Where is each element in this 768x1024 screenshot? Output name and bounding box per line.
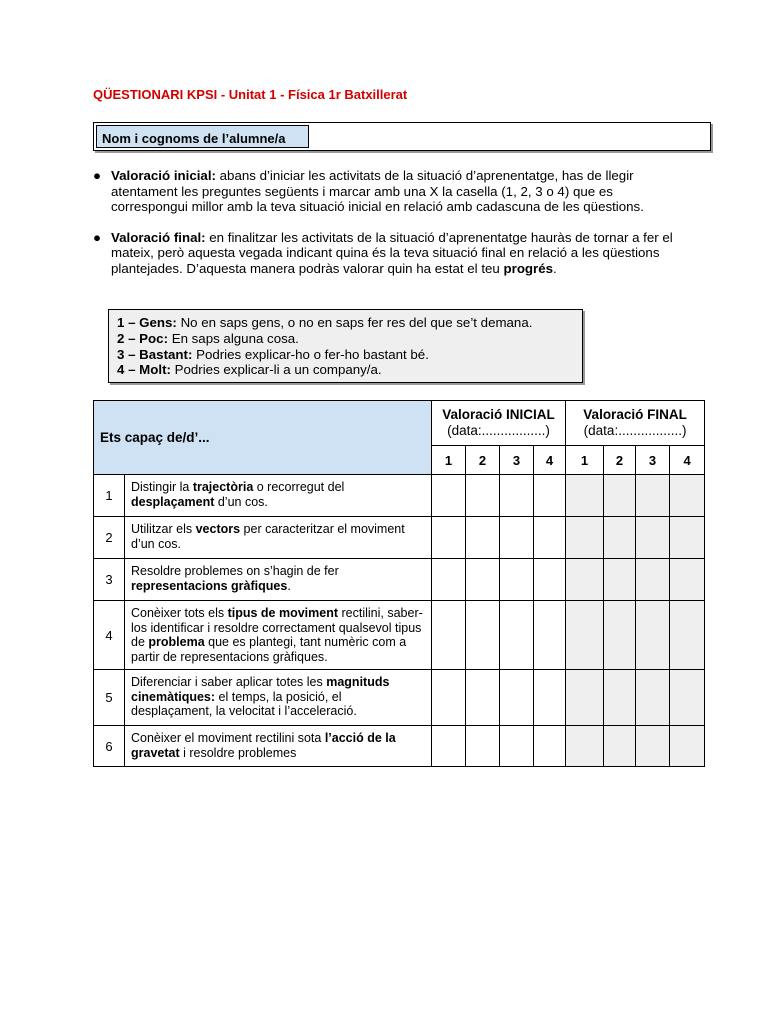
table-row xyxy=(94,559,705,601)
question-fragment: Distingir la xyxy=(131,480,193,494)
final-rating-cell-4[interactable] xyxy=(670,559,705,601)
question-fragment: rectilini, saber-los identificar i resoldre correctament qualsevol tipus de xyxy=(131,606,423,649)
question-keyword: tipus de moviment xyxy=(227,606,339,620)
scale-header: 3 xyxy=(500,446,534,475)
question-keyword: desplaçament xyxy=(131,494,215,509)
final-rating-cell-3[interactable] xyxy=(636,670,670,726)
table-row xyxy=(94,517,705,559)
question-text xyxy=(125,475,432,517)
question-fragment: el temps, la posició, el desplaçament, la velocitat i l’acceleració. xyxy=(131,689,357,718)
bullet-icon: ● xyxy=(93,229,102,245)
initial-rating-cell-1[interactable] xyxy=(432,517,466,559)
initial-rating-cell-4[interactable] xyxy=(534,559,566,601)
initial-rating-cell-2[interactable] xyxy=(466,559,500,601)
final-rating-cell-2[interactable] xyxy=(604,670,636,726)
final-rating-cell-4[interactable] xyxy=(670,475,705,517)
question-text xyxy=(125,601,432,670)
question-fragment: . xyxy=(287,578,291,593)
initial-date-label: (data:.................) xyxy=(447,423,550,438)
initial-assessment-header xyxy=(432,401,566,446)
row-number: 5 xyxy=(94,670,125,726)
scale-header: 4 xyxy=(534,446,566,475)
legend-key: 3 – Bastant: xyxy=(117,346,193,362)
initial-rating-cell-1[interactable] xyxy=(432,559,466,601)
instruction-final-end: . xyxy=(553,260,557,276)
final-rating-cell-1[interactable] xyxy=(566,601,604,670)
final-rating-cell-3[interactable] xyxy=(636,517,670,559)
instruction-final xyxy=(93,230,683,277)
scale-header: 3 xyxy=(636,446,670,475)
row-number: 2 xyxy=(94,517,125,559)
initial-rating-cell-2[interactable] xyxy=(466,601,500,670)
initial-rating-cell-2[interactable] xyxy=(466,726,500,767)
student-name-field[interactable] xyxy=(311,123,710,150)
initial-rating-cell-4[interactable] xyxy=(534,601,566,670)
initial-rating-cell-4[interactable] xyxy=(534,475,566,517)
final-rating-cell-3[interactable] xyxy=(636,559,670,601)
legend-desc: Podries explicar-li a un company/a. xyxy=(170,362,382,378)
question-text xyxy=(125,726,432,767)
initial-rating-cell-1[interactable] xyxy=(432,475,466,517)
final-rating-cell-3[interactable] xyxy=(636,726,670,767)
scale-header: 2 xyxy=(466,446,500,475)
legend-desc: No en saps gens, o no en saps fer res del que se’t demana. xyxy=(176,315,533,330)
question-keyword: trajectòria xyxy=(192,480,254,494)
legend-item xyxy=(117,347,574,363)
question-text xyxy=(125,670,432,726)
legend-desc: Podries explicar-ho o fer-ho bastant bé. xyxy=(192,346,429,362)
final-assessment-header xyxy=(566,401,705,446)
initial-rating-cell-1[interactable] xyxy=(432,726,466,767)
question-text xyxy=(125,559,432,601)
final-rating-cell-2[interactable] xyxy=(604,726,636,767)
final-header-title: Valoració FINAL xyxy=(583,407,687,422)
scale-header: 1 xyxy=(432,446,466,475)
row-number: 6 xyxy=(94,726,125,767)
scale-header: 1 xyxy=(566,446,604,475)
scale-header: 4 xyxy=(670,446,705,475)
instruction-initial-heading: Valoració inicial: xyxy=(111,168,216,183)
scale-header: 2 xyxy=(604,446,636,475)
question-fragment: Diferenciar i saber aplicar totes les xyxy=(131,675,327,689)
question-keyword: representacions gràfiques xyxy=(131,578,288,593)
instruction-final-text: en finalitzar les activitats de la situació d’aprenentatge hauràs de tornar a fer el mateix, però aquesta vegada indicant quina és la teva situació final en relació a les qüestions plantejades. D’aquesta manera podràs valorar quin ha estat el teu xyxy=(111,229,673,276)
student-name-box xyxy=(93,122,711,151)
question-fragment: que es plantegi, tant numèric com a partir de representacions gràfiques. xyxy=(131,635,407,664)
initial-rating-cell-3[interactable] xyxy=(500,559,534,601)
final-rating-cell-3[interactable] xyxy=(636,601,670,670)
initial-rating-cell-3[interactable] xyxy=(500,475,534,517)
final-rating-cell-4[interactable] xyxy=(670,517,705,559)
final-date-label: (data:.................) xyxy=(583,423,687,438)
legend-key: 4 – Molt: xyxy=(117,362,171,378)
final-rating-cell-4[interactable] xyxy=(670,601,705,670)
bullet-icon: ● xyxy=(93,168,102,183)
legend-item xyxy=(117,331,574,347)
student-name-label: Nom i cognoms de l’alumne/a xyxy=(96,125,309,148)
question-fragment: i resoldre problemes xyxy=(179,745,297,760)
final-rating-cell-1[interactable] xyxy=(566,559,604,601)
initial-rating-cell-3[interactable] xyxy=(500,517,534,559)
legend-key: 2 – Poc: xyxy=(117,330,168,346)
table-row xyxy=(94,726,705,767)
initial-rating-cell-4[interactable] xyxy=(534,670,566,726)
question-fragment: Conèixer tots els xyxy=(131,606,228,620)
final-rating-cell-3[interactable] xyxy=(636,475,670,517)
table-row xyxy=(94,601,705,670)
legend-desc: En saps alguna cosa. xyxy=(168,330,299,346)
initial-rating-cell-1[interactable] xyxy=(432,670,466,726)
row-number: 3 xyxy=(94,559,125,601)
document-title: QÜESTIONARI KPSI - Unitat 1 - Física 1r Batxillerat xyxy=(93,87,408,102)
question-fragment: d’un cos. xyxy=(214,494,268,509)
final-rating-cell-2[interactable] xyxy=(604,517,636,559)
scale-legend xyxy=(108,309,583,383)
question-fragment: o recorregut del xyxy=(253,480,345,494)
legend-key: 1 – Gens: xyxy=(117,315,177,330)
initial-rating-cell-4[interactable] xyxy=(534,517,566,559)
final-rating-cell-1[interactable] xyxy=(566,517,604,559)
kpsi-table xyxy=(93,400,705,767)
initial-header-title: Valoració INICIAL xyxy=(442,407,555,422)
final-rating-cell-1[interactable] xyxy=(566,726,604,767)
question-keyword: vectors xyxy=(195,522,241,536)
row-number: 1 xyxy=(94,475,125,517)
legend-item xyxy=(117,362,574,378)
final-rating-cell-4[interactable] xyxy=(670,726,705,767)
final-rating-cell-1[interactable] xyxy=(566,475,604,517)
initial-rating-cell-3[interactable] xyxy=(500,601,534,670)
initial-rating-cell-4[interactable] xyxy=(534,726,566,767)
final-rating-cell-2[interactable] xyxy=(604,559,636,601)
initial-rating-cell-3[interactable] xyxy=(500,670,534,726)
final-rating-cell-1[interactable] xyxy=(566,670,604,726)
table-row xyxy=(94,475,705,517)
initial-rating-cell-2[interactable] xyxy=(466,670,500,726)
legend-item xyxy=(117,315,574,331)
question-fragment: per caracteritzar el moviment d’un cos. xyxy=(131,522,405,551)
question-fragment: Resoldre problemes on s’hagin de fer xyxy=(131,564,339,578)
final-rating-cell-2[interactable] xyxy=(604,601,636,670)
row-number: 4 xyxy=(94,601,125,670)
question-header: Ets capaç de/d’... xyxy=(94,401,432,475)
question-keyword: magnituds cinemàtiques: xyxy=(131,675,390,704)
question-text xyxy=(125,517,432,559)
table-row xyxy=(94,670,705,726)
question-fragment: Utilitzar els xyxy=(131,522,196,536)
question-fragment: Conèixer el moviment rectilini sota xyxy=(131,731,325,745)
initial-rating-cell-2[interactable] xyxy=(466,517,500,559)
instruction-final-heading: Valoració final: xyxy=(111,229,206,245)
final-rating-cell-4[interactable] xyxy=(670,670,705,726)
initial-rating-cell-1[interactable] xyxy=(432,601,466,670)
instruction-initial-text: abans d’iniciar les activitats de la situació d’aprenentatge, has de llegir atentament les preguntes següents i marcar amb una X la casella (1, 2, 3 o 4) que es correspongui millor amb la teva situació inicial en relació amb cadascuna de les qüestions. xyxy=(111,168,644,214)
instructions-list xyxy=(93,168,683,291)
initial-rating-cell-3[interactable] xyxy=(500,726,534,767)
question-keyword: problema xyxy=(148,635,205,649)
final-rating-cell-2[interactable] xyxy=(604,475,636,517)
question-keyword: l’acció de la gravetat xyxy=(131,731,396,760)
instruction-final-emphasis: progrés xyxy=(503,260,554,276)
instruction-initial xyxy=(93,168,683,215)
initial-rating-cell-2[interactable] xyxy=(466,475,500,517)
